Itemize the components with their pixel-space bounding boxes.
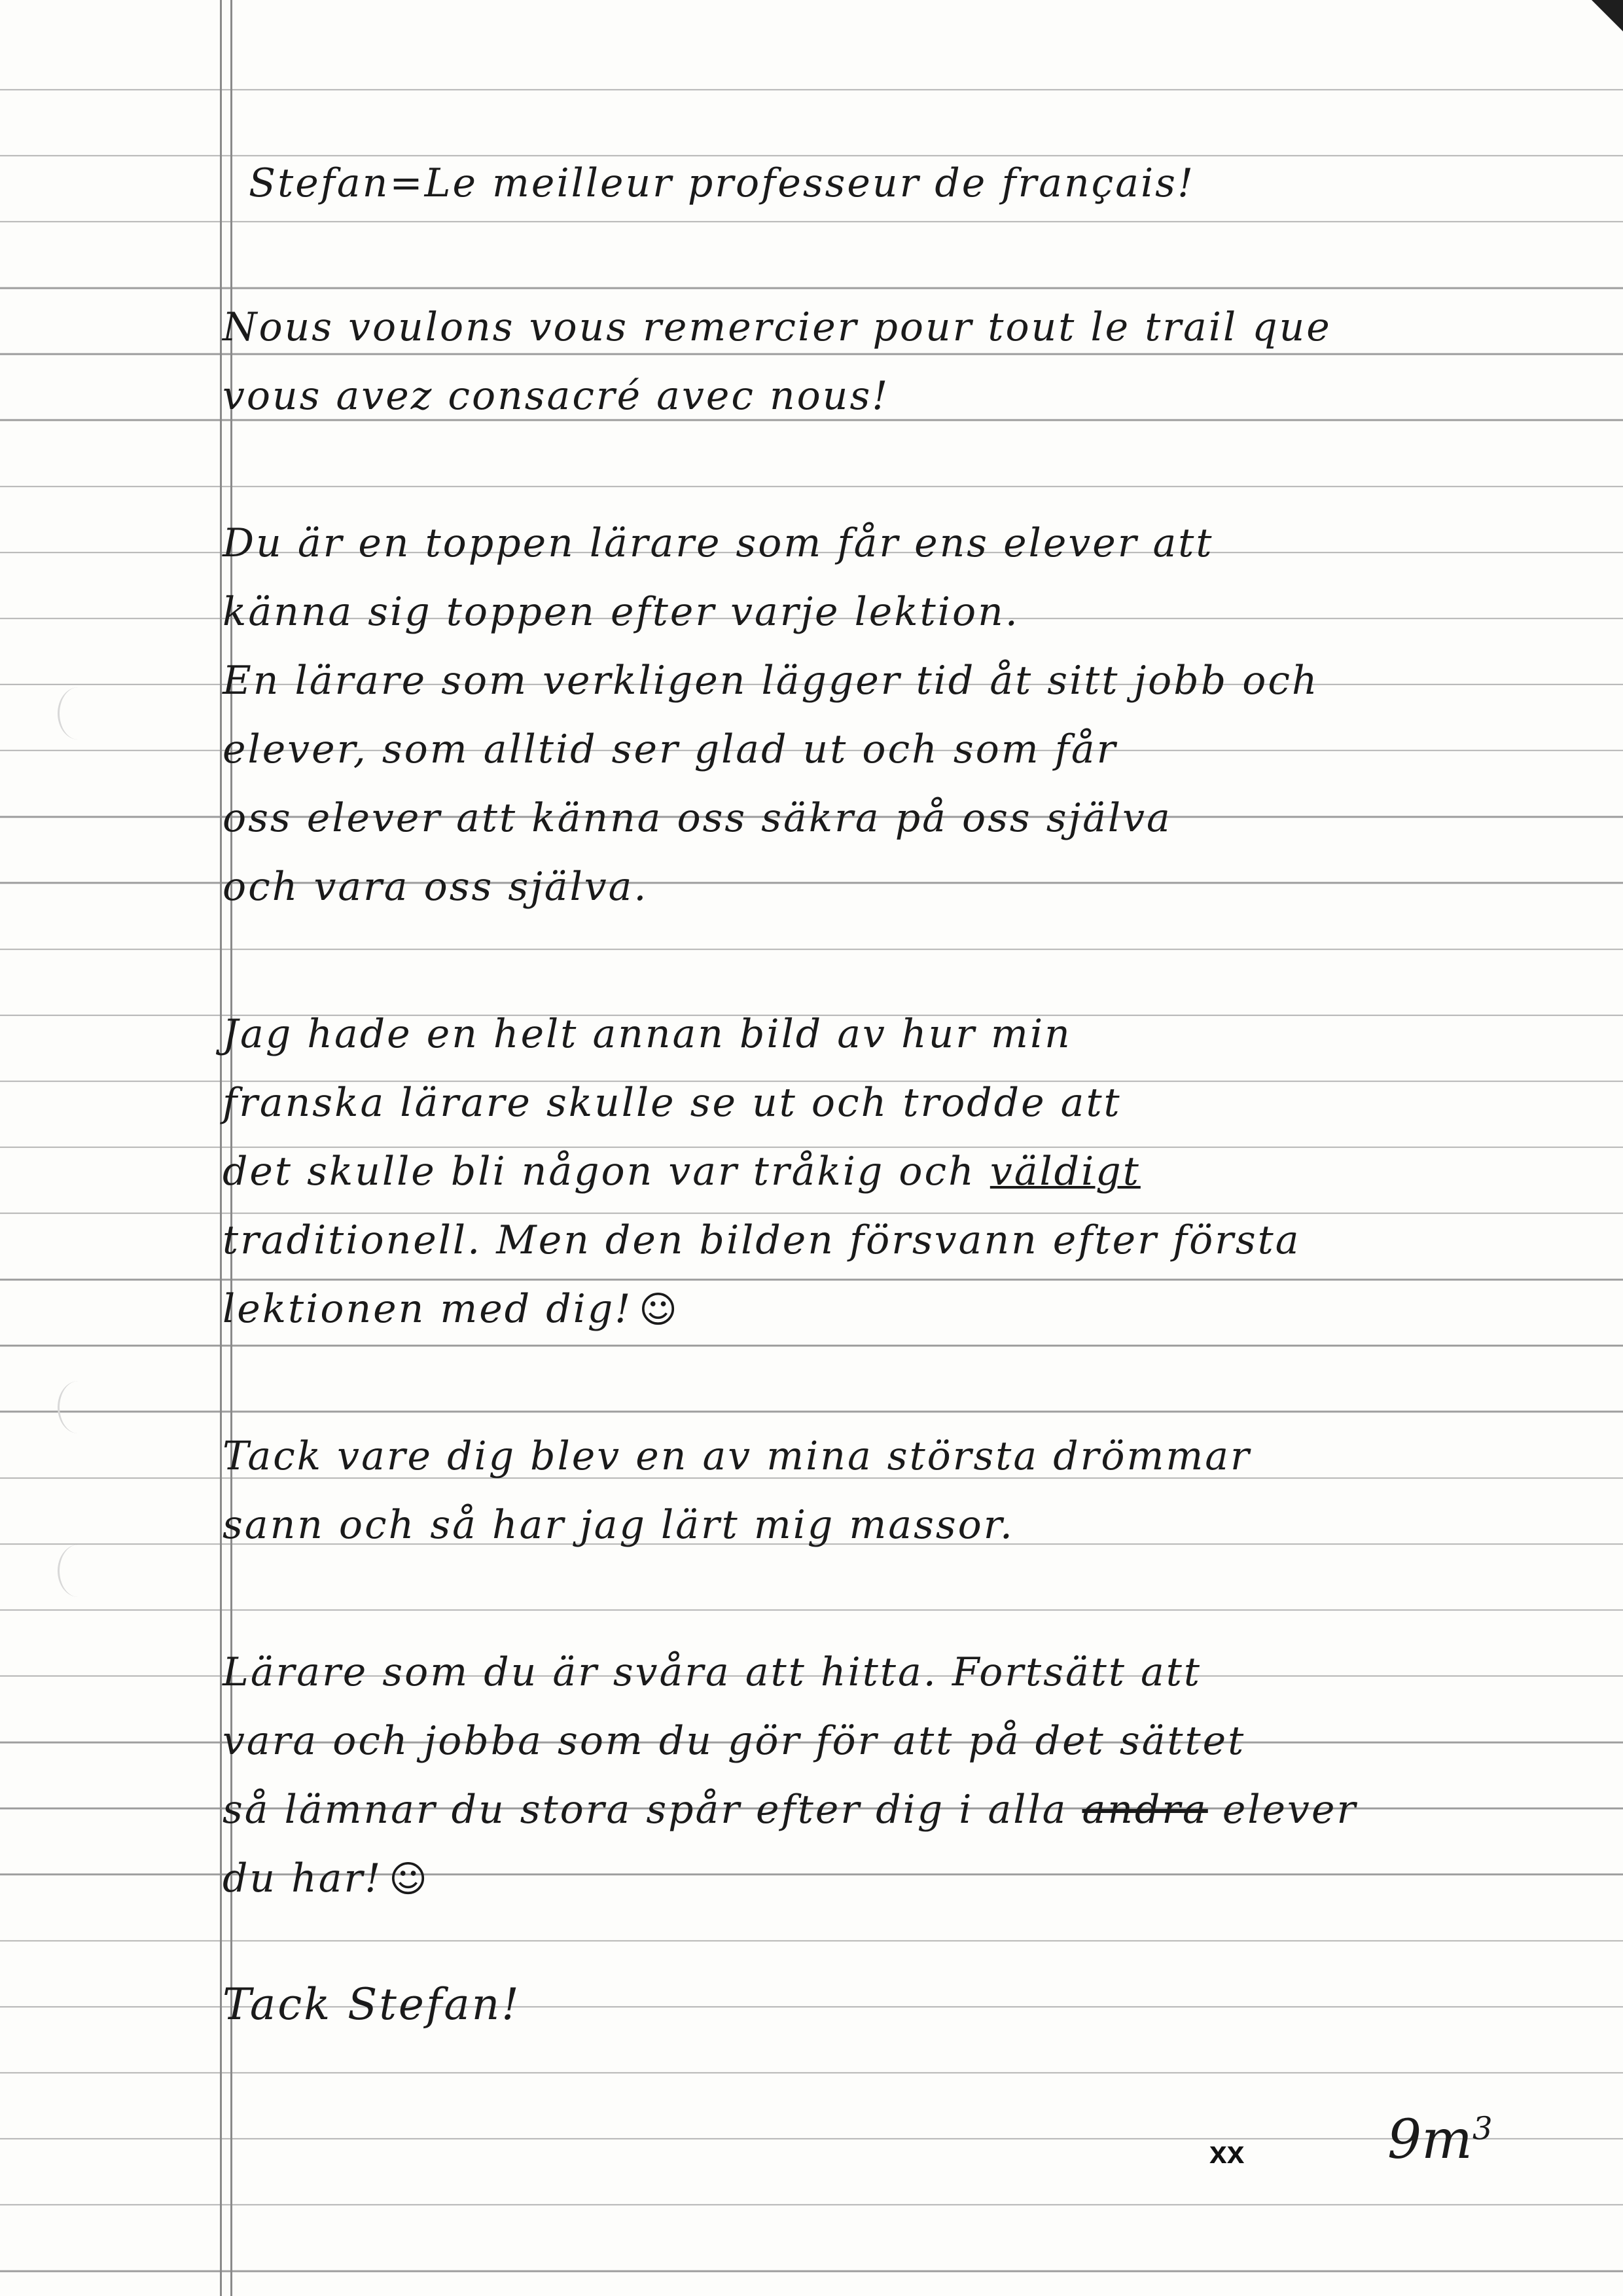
margin-line <box>220 0 222 2296</box>
letter-title: Stefan=Le meilleur professeur de français! <box>249 160 1196 206</box>
punch-hole-mark <box>58 1545 99 1597</box>
letter-line <box>223 1286 679 1332</box>
underlined-word: väldigt <box>990 1149 1141 1194</box>
letter-text: så lämnar du stora spår efter dig i alla <box>223 1787 1082 1833</box>
punch-hole-mark <box>58 1381 99 1433</box>
initials: xx <box>1209 2136 1245 2170</box>
letter-line: oss elever att känna oss säkra på oss själva <box>223 795 1172 841</box>
letter-line: sann och så har jag lärt mig massor. <box>223 1502 1014 1548</box>
smiley-icon: ☺ <box>639 1289 679 1331</box>
punch-hole-mark <box>58 687 99 740</box>
closing-line: Tack Stefan! <box>223 1979 521 2030</box>
class-label-text: 9m <box>1387 2109 1472 2171</box>
letter-text: lektionen med dig! <box>223 1286 633 1332</box>
letter-line: och vara oss själva. <box>223 864 649 910</box>
letter-line: En lärare som verkligen lägger tid åt sitt jobb och <box>223 658 1319 704</box>
letter-line: känna sig toppen efter varje lektion. <box>223 589 1020 635</box>
struck-word: andra <box>1082 1787 1208 1833</box>
letter-line: vara och jobba som du gör för att på det sättet <box>223 1718 1246 1764</box>
class-label-superscript: 3 <box>1472 2110 1493 2147</box>
letter-line <box>223 1149 1141 1194</box>
smiley-icon: ☺ <box>389 1858 429 1901</box>
letter-line: elever, som alltid ser glad ut och som får <box>223 726 1118 772</box>
letter-line: vous avez consacré avec nous! <box>223 373 890 419</box>
folded-corner <box>1592 0 1623 31</box>
letter-text: elever <box>1207 1787 1358 1833</box>
letter-line: Du är en toppen lärare som får ens elever att <box>223 520 1214 566</box>
letter-line: Jag hade en helt annan bild av hur min <box>223 1011 1072 1057</box>
letter-text: det skulle bli någon var tråkig och <box>223 1149 990 1194</box>
letter-line <box>223 1856 429 1901</box>
letter-line: franska lärare skulle se ut och trodde att <box>223 1080 1122 1126</box>
class-label <box>1387 2109 1492 2171</box>
letter-line <box>223 1787 1358 1833</box>
letter-line: Lärare som du är svåra att hitta. Fortsätt att <box>223 1649 1202 1695</box>
letter-text: du har! <box>223 1856 383 1901</box>
letter-line: Tack vare dig blev en av mina största drömmar <box>223 1433 1251 1479</box>
letter-line: traditionell. Men den bilden försvann efter första <box>223 1217 1301 1263</box>
letter-line: Nous voulons vous remercier pour tout le trail que <box>223 304 1332 350</box>
